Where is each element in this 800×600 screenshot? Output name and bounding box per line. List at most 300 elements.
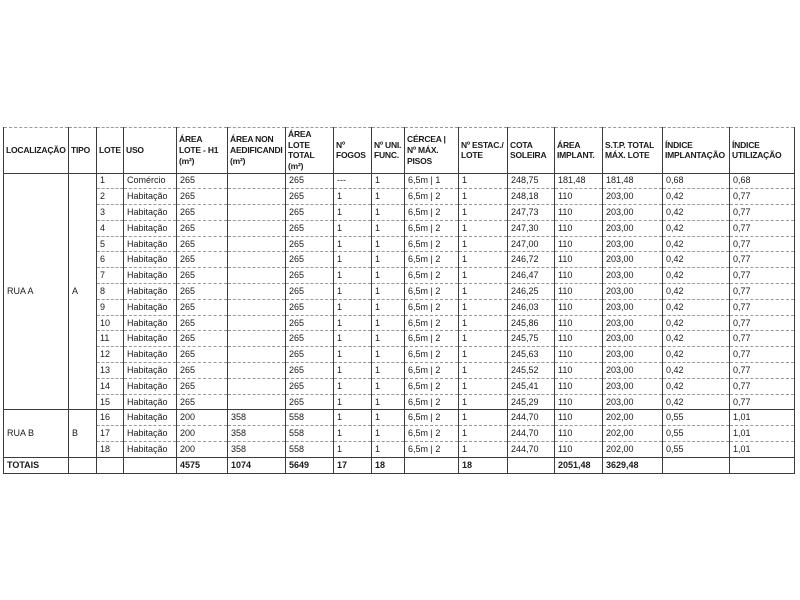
- cell-area_implant: 110: [555, 236, 603, 252]
- cell-area_implant: 110: [555, 268, 603, 284]
- cell-area_lote_h1: 265: [177, 299, 228, 315]
- cell-cercea_max_pisos: 6,5m | 2: [405, 426, 459, 442]
- totals-cell-area_lote_h1: 4575: [177, 457, 228, 473]
- cell-indice_implantacao: 0,42: [663, 363, 730, 379]
- cell-cercea_max_pisos: 6,5m | 2: [405, 252, 459, 268]
- table-row-lote-15: [4, 394, 795, 410]
- cell-cercea_max_pisos: 6,5m | 1: [405, 173, 459, 189]
- cell-n_fogos: 1: [334, 363, 372, 379]
- cell-n_estac_lote: 1: [459, 378, 508, 394]
- table-row-lote-18: [4, 442, 795, 458]
- table-header: [4, 128, 795, 174]
- cell-lote: 15: [97, 394, 124, 410]
- cell-indice_utilizacao: 0,77: [730, 236, 795, 252]
- cell-n_fogos: 1: [334, 331, 372, 347]
- cell-n_uni_func: 1: [372, 236, 405, 252]
- cell-uso: Habitação: [124, 220, 177, 236]
- cell-n_estac_lote: 1: [459, 252, 508, 268]
- cell-area_non_aedificandi: [228, 236, 286, 252]
- cell-uso: Habitação: [124, 331, 177, 347]
- cell-n_uni_func: 1: [372, 442, 405, 458]
- cell-n_estac_lote: 1: [459, 347, 508, 363]
- cell-cercea_max_pisos: 6,5m | 2: [405, 205, 459, 221]
- cell-n_uni_func: 1: [372, 394, 405, 410]
- column-header-cercea_max_pisos: CÉRCEA | Nº MÁX. PISOS: [405, 128, 459, 174]
- cell-area_non_aedificandi: [228, 205, 286, 221]
- cell-n_fogos: 1: [334, 347, 372, 363]
- cell-cercea_max_pisos: 6,5m | 2: [405, 331, 459, 347]
- column-header-area_lote_h1: ÁREA LOTE - H1 (m²): [177, 128, 228, 174]
- cell-cota_soleira: 248,75: [508, 173, 555, 189]
- cell-n_uni_func: 1: [372, 268, 405, 284]
- cell-indice_utilizacao: 0,77: [730, 284, 795, 300]
- cell-area_implant: 110: [555, 284, 603, 300]
- totals-cell-area_implant: 2051,48: [555, 457, 603, 473]
- cell-area_non_aedificandi: [228, 268, 286, 284]
- cell-indice_utilizacao: 0,77: [730, 299, 795, 315]
- cell-area_implant: 110: [555, 426, 603, 442]
- column-header-area_lote_total: ÁREA LOTE TOTAL (m²): [286, 128, 334, 174]
- cell-indice_implantacao: 0,42: [663, 299, 730, 315]
- cell-cota_soleira: 245,75: [508, 331, 555, 347]
- cell-n_fogos: 1: [334, 236, 372, 252]
- cell-indice_utilizacao: 1,01: [730, 426, 795, 442]
- cell-area_lote_total: 265: [286, 363, 334, 379]
- cell-indice_implantacao: 0,42: [663, 252, 730, 268]
- cell-area_implant: 181,48: [555, 173, 603, 189]
- cell-stp_total_max_lote: 203,00: [603, 268, 663, 284]
- cell-stp_total_max_lote: 203,00: [603, 252, 663, 268]
- cell-area_non_aedificandi: [228, 173, 286, 189]
- cell-indice_implantacao: 0,42: [663, 378, 730, 394]
- cell-indice_utilizacao: 0,77: [730, 394, 795, 410]
- totals-cell-n_estac_lote: 18: [459, 457, 508, 473]
- cell-uso: Habitação: [124, 315, 177, 331]
- cell-n_uni_func: 1: [372, 205, 405, 221]
- cell-n_uni_func: 1: [372, 331, 405, 347]
- cell-uso: Habitação: [124, 426, 177, 442]
- table-row-lote-9: [4, 299, 795, 315]
- cell-area_implant: 110: [555, 378, 603, 394]
- cell-indice_utilizacao: 0,77: [730, 268, 795, 284]
- cell-cota_soleira: 247,30: [508, 220, 555, 236]
- cell-n_estac_lote: 1: [459, 284, 508, 300]
- cell-indice_utilizacao: 0,77: [730, 205, 795, 221]
- cell-indice_implantacao: 0,42: [663, 394, 730, 410]
- cell-indice_utilizacao: 0,77: [730, 315, 795, 331]
- cell-n_estac_lote: 1: [459, 394, 508, 410]
- cell-localizacao: RUA A: [4, 173, 69, 410]
- cell-lote: 4: [97, 220, 124, 236]
- cell-cota_soleira: 244,70: [508, 410, 555, 426]
- cell-n_fogos: 1: [334, 268, 372, 284]
- cell-n_fogos: 1: [334, 220, 372, 236]
- cell-cercea_max_pisos: 6,5m | 2: [405, 268, 459, 284]
- table-row-lote-16: [4, 410, 795, 426]
- cell-area_lote_total: 265: [286, 347, 334, 363]
- cell-uso: Habitação: [124, 363, 177, 379]
- cell-area_lote_total: 265: [286, 236, 334, 252]
- cell-area_lote_total: 265: [286, 268, 334, 284]
- cell-area_lote_total: 558: [286, 426, 334, 442]
- cell-cercea_max_pisos: 6,5m | 2: [405, 284, 459, 300]
- cell-n_uni_func: 1: [372, 189, 405, 205]
- totals-cell-localizacao: TOTAIS: [4, 457, 69, 473]
- cell-stp_total_max_lote: 202,00: [603, 410, 663, 426]
- cell-area_implant: 110: [555, 252, 603, 268]
- cell-indice_utilizacao: 0,77: [730, 220, 795, 236]
- cell-uso: Habitação: [124, 394, 177, 410]
- cell-area_lote_h1: 265: [177, 394, 228, 410]
- table-row-lote-7: [4, 268, 795, 284]
- cell-indice_implantacao: 0,42: [663, 331, 730, 347]
- cell-area_lote_total: 265: [286, 284, 334, 300]
- cell-cota_soleira: 247,73: [508, 205, 555, 221]
- cell-cercea_max_pisos: 6,5m | 2: [405, 394, 459, 410]
- cell-area_non_aedificandi: [228, 284, 286, 300]
- cell-indice_implantacao: 0,42: [663, 236, 730, 252]
- cell-area_lote_h1: 265: [177, 236, 228, 252]
- cell-stp_total_max_lote: 181,48: [603, 173, 663, 189]
- cell-cercea_max_pisos: 6,5m | 2: [405, 189, 459, 205]
- cell-area_lote_h1: 265: [177, 363, 228, 379]
- table-row-lote-2: [4, 189, 795, 205]
- cell-indice_utilizacao: 0,77: [730, 189, 795, 205]
- cell-uso: Habitação: [124, 442, 177, 458]
- cell-n_estac_lote: 1: [459, 426, 508, 442]
- cell-area_lote_h1: 200: [177, 442, 228, 458]
- column-header-area_implant: ÁREA IMPLANT.: [555, 128, 603, 174]
- totals-cell-uso: [124, 457, 177, 473]
- column-header-area_non_aedificandi: ÁREA NON AEDIFICANDI (m²): [228, 128, 286, 174]
- cell-area_implant: 110: [555, 220, 603, 236]
- cell-indice_utilizacao: 0,68: [730, 173, 795, 189]
- cell-indice_utilizacao: 0,77: [730, 363, 795, 379]
- cell-stp_total_max_lote: 203,00: [603, 315, 663, 331]
- totals-cell-n_fogos: 17: [334, 457, 372, 473]
- cell-area_lote_total: 265: [286, 394, 334, 410]
- cell-n_uni_func: 1: [372, 347, 405, 363]
- cell-area_lote_total: 265: [286, 205, 334, 221]
- cell-stp_total_max_lote: 203,00: [603, 205, 663, 221]
- column-header-lote: LOTE: [97, 128, 124, 174]
- column-header-localizacao: LOCALIZAÇÃO: [4, 128, 69, 174]
- cell-lote: 3: [97, 205, 124, 221]
- cell-indice_utilizacao: 1,01: [730, 410, 795, 426]
- cell-indice_implantacao: 0,68: [663, 173, 730, 189]
- cell-lote: 8: [97, 284, 124, 300]
- cell-n_uni_func: 1: [372, 378, 405, 394]
- column-header-stp_total_max_lote: S.T.P. TOTAL MÁX. LOTE: [603, 128, 663, 174]
- cell-area_lote_total: 265: [286, 189, 334, 205]
- totals-cell-stp_total_max_lote: 3629,48: [603, 457, 663, 473]
- cell-n_estac_lote: 1: [459, 363, 508, 379]
- cell-area_lote_h1: 265: [177, 284, 228, 300]
- cell-cercea_max_pisos: 6,5m | 2: [405, 315, 459, 331]
- cell-stp_total_max_lote: 203,00: [603, 363, 663, 379]
- column-header-cota_soleira: COTA SOLEIRA: [508, 128, 555, 174]
- cell-n_fogos: 1: [334, 252, 372, 268]
- cell-n_fogos: 1: [334, 299, 372, 315]
- table-row-lote-10: [4, 315, 795, 331]
- totals-cell-n_uni_func: 18: [372, 457, 405, 473]
- cell-indice_utilizacao: 0,77: [730, 331, 795, 347]
- cell-indice_implantacao: 0,42: [663, 268, 730, 284]
- totals-cell-indice_utilizacao: [730, 457, 795, 473]
- cell-n_fogos: 1: [334, 315, 372, 331]
- cell-indice_implantacao: 0,42: [663, 315, 730, 331]
- cell-area_lote_h1: 265: [177, 189, 228, 205]
- totals-cell-indice_implantacao: [663, 457, 730, 473]
- column-header-uso: USO: [124, 128, 177, 174]
- cell-area_non_aedificandi: [228, 315, 286, 331]
- cell-lote: 14: [97, 378, 124, 394]
- cell-area_lote_total: 558: [286, 442, 334, 458]
- cell-cota_soleira: 246,25: [508, 284, 555, 300]
- cell-lote: 10: [97, 315, 124, 331]
- cell-cota_soleira: 245,29: [508, 394, 555, 410]
- cell-area_non_aedificandi: [228, 220, 286, 236]
- cell-area_implant: 110: [555, 363, 603, 379]
- cell-n_fogos: 1: [334, 442, 372, 458]
- cell-n_estac_lote: 1: [459, 410, 508, 426]
- cell-cota_soleira: 245,86: [508, 315, 555, 331]
- cell-lote: 5: [97, 236, 124, 252]
- cell-uso: Habitação: [124, 268, 177, 284]
- cell-uso: Habitação: [124, 284, 177, 300]
- cell-n_uni_func: 1: [372, 252, 405, 268]
- cell-area_lote_h1: 265: [177, 252, 228, 268]
- cell-area_non_aedificandi: [228, 394, 286, 410]
- cell-area_non_aedificandi: [228, 331, 286, 347]
- cell-area_lote_h1: 265: [177, 220, 228, 236]
- cell-stp_total_max_lote: 203,00: [603, 220, 663, 236]
- cell-area_non_aedificandi: [228, 378, 286, 394]
- cell-area_lote_h1: 265: [177, 315, 228, 331]
- cell-n_estac_lote: 1: [459, 220, 508, 236]
- cell-stp_total_max_lote: 203,00: [603, 236, 663, 252]
- cell-area_lote_total: 265: [286, 252, 334, 268]
- cell-n_fogos: 1: [334, 410, 372, 426]
- cell-uso: Habitação: [124, 236, 177, 252]
- cell-cercea_max_pisos: 6,5m | 2: [405, 220, 459, 236]
- cell-area_implant: 110: [555, 410, 603, 426]
- cell-n_fogos: 1: [334, 284, 372, 300]
- table-row-lote-11: [4, 331, 795, 347]
- cell-area_lote_total: 265: [286, 299, 334, 315]
- cell-stp_total_max_lote: 203,00: [603, 331, 663, 347]
- cell-lote: 16: [97, 410, 124, 426]
- cell-indice_utilizacao: 1,01: [730, 442, 795, 458]
- cell-indice_utilizacao: 0,77: [730, 378, 795, 394]
- cell-stp_total_max_lote: 203,00: [603, 378, 663, 394]
- cell-area_lote_total: 265: [286, 315, 334, 331]
- cell-area_lote_total: 558: [286, 410, 334, 426]
- cell-uso: Habitação: [124, 252, 177, 268]
- cell-n_uni_func: 1: [372, 220, 405, 236]
- table-row-lote-4: [4, 220, 795, 236]
- cell-area_lote_total: 265: [286, 173, 334, 189]
- lotes-table: [3, 127, 795, 474]
- cell-n_fogos: ---: [334, 173, 372, 189]
- table-row-lote-6: [4, 252, 795, 268]
- totals-cell-cota_soleira: [508, 457, 555, 473]
- cell-stp_total_max_lote: 202,00: [603, 426, 663, 442]
- cell-n_uni_func: 1: [372, 284, 405, 300]
- cell-lote: 7: [97, 268, 124, 284]
- cell-uso: Habitação: [124, 347, 177, 363]
- cell-stp_total_max_lote: 203,00: [603, 394, 663, 410]
- cell-n_estac_lote: 1: [459, 315, 508, 331]
- cell-n_fogos: 1: [334, 378, 372, 394]
- cell-area_implant: 110: [555, 442, 603, 458]
- cell-n_fogos: 1: [334, 426, 372, 442]
- table-row-lote-14: [4, 378, 795, 394]
- cell-stp_total_max_lote: 202,00: [603, 442, 663, 458]
- cell-localizacao: RUA B: [4, 410, 69, 457]
- cell-n_fogos: 1: [334, 205, 372, 221]
- totals-cell-area_non_aedificandi: 1074: [228, 457, 286, 473]
- cell-uso: Habitação: [124, 189, 177, 205]
- cell-n_fogos: 1: [334, 394, 372, 410]
- cell-cota_soleira: 247,00: [508, 236, 555, 252]
- cell-area_lote_total: 265: [286, 220, 334, 236]
- header-row: [4, 128, 795, 174]
- cell-cercea_max_pisos: 6,5m | 2: [405, 410, 459, 426]
- cell-area_lote_total: 265: [286, 378, 334, 394]
- cell-tipo: B: [69, 410, 97, 457]
- cell-stp_total_max_lote: 203,00: [603, 284, 663, 300]
- cell-area_non_aedificandi: [228, 252, 286, 268]
- cell-indice_implantacao: 0,42: [663, 189, 730, 205]
- cell-stp_total_max_lote: 203,00: [603, 347, 663, 363]
- cell-lote: 11: [97, 331, 124, 347]
- totals-row: [4, 457, 795, 473]
- table-row-lote-17: [4, 426, 795, 442]
- table-row-lote-3: [4, 205, 795, 221]
- totals-cell-cercea_max_pisos: [405, 457, 459, 473]
- cell-uso: Habitação: [124, 378, 177, 394]
- cell-lote: 18: [97, 442, 124, 458]
- cell-lote: 1: [97, 173, 124, 189]
- cell-indice_implantacao: 0,55: [663, 426, 730, 442]
- cell-area_non_aedificandi: [228, 299, 286, 315]
- cell-stp_total_max_lote: 203,00: [603, 299, 663, 315]
- cell-area_non_aedificandi: [228, 363, 286, 379]
- cell-n_uni_func: 1: [372, 426, 405, 442]
- cell-uso: Habitação: [124, 410, 177, 426]
- cell-indice_utilizacao: 0,77: [730, 347, 795, 363]
- cell-lote: 2: [97, 189, 124, 205]
- cell-cota_soleira: 244,70: [508, 442, 555, 458]
- cell-area_lote_h1: 265: [177, 173, 228, 189]
- table-row-lote-13: [4, 363, 795, 379]
- cell-area_implant: 110: [555, 347, 603, 363]
- column-header-n_uni_func: Nº UNI. FUNC.: [372, 128, 405, 174]
- cell-cercea_max_pisos: 6,5m | 2: [405, 347, 459, 363]
- cell-area_lote_h1: 200: [177, 410, 228, 426]
- totals-cell-area_lote_total: 5649: [286, 457, 334, 473]
- cell-area_lote_total: 265: [286, 331, 334, 347]
- cell-n_uni_func: 1: [372, 299, 405, 315]
- cell-n_uni_func: 1: [372, 363, 405, 379]
- cell-area_non_aedificandi: [228, 189, 286, 205]
- cell-indice_implantacao: 0,55: [663, 410, 730, 426]
- table-row-lote-5: [4, 236, 795, 252]
- column-header-n_estac_lote: Nº ESTAC./ LOTE: [459, 128, 508, 174]
- totals-cell-lote: [97, 457, 124, 473]
- cell-n_estac_lote: 1: [459, 236, 508, 252]
- cell-area_non_aedificandi: 358: [228, 426, 286, 442]
- cell-cota_soleira: 246,72: [508, 252, 555, 268]
- cell-n_uni_func: 1: [372, 315, 405, 331]
- cell-indice_implantacao: 0,42: [663, 347, 730, 363]
- table-row-lote-12: [4, 347, 795, 363]
- cell-area_implant: 110: [555, 189, 603, 205]
- cell-uso: Habitação: [124, 205, 177, 221]
- cell-lote: 9: [97, 299, 124, 315]
- cell-n_uni_func: 1: [372, 410, 405, 426]
- column-header-indice_implantacao: ÍNDICE IMPLANTAÇÃO: [663, 128, 730, 174]
- cell-tipo: A: [69, 173, 97, 410]
- cell-area_implant: 110: [555, 394, 603, 410]
- cell-cercea_max_pisos: 6,5m | 2: [405, 299, 459, 315]
- cell-cota_soleira: 245,52: [508, 363, 555, 379]
- cell-area_lote_h1: 200: [177, 426, 228, 442]
- cell-area_lote_h1: 265: [177, 205, 228, 221]
- cell-indice_implantacao: 0,42: [663, 220, 730, 236]
- cell-n_fogos: 1: [334, 189, 372, 205]
- cell-cota_soleira: 245,41: [508, 378, 555, 394]
- cell-cota_soleira: 244,70: [508, 426, 555, 442]
- column-header-n_fogos: Nº FOGOS: [334, 128, 372, 174]
- cell-lote: 12: [97, 347, 124, 363]
- cell-cota_soleira: 245,63: [508, 347, 555, 363]
- column-header-indice_utilizacao: ÍNDICE UTILIZAÇÃO: [730, 128, 795, 174]
- cell-uso: Comércio: [124, 173, 177, 189]
- cell-cercea_max_pisos: 6,5m | 2: [405, 363, 459, 379]
- cell-n_estac_lote: 1: [459, 189, 508, 205]
- cell-n_estac_lote: 1: [459, 299, 508, 315]
- table-row-lote-8: [4, 284, 795, 300]
- cell-lote: 13: [97, 363, 124, 379]
- cell-cota_soleira: 246,47: [508, 268, 555, 284]
- cell-lote: 17: [97, 426, 124, 442]
- cell-area_lote_h1: 265: [177, 331, 228, 347]
- cell-area_implant: 110: [555, 315, 603, 331]
- cell-lote: 6: [97, 252, 124, 268]
- cell-area_non_aedificandi: 358: [228, 410, 286, 426]
- cell-cercea_max_pisos: 6,5m | 2: [405, 442, 459, 458]
- cell-cota_soleira: 246,03: [508, 299, 555, 315]
- cell-indice_utilizacao: 0,77: [730, 252, 795, 268]
- cell-uso: Habitação: [124, 299, 177, 315]
- table-row-lote-1: [4, 173, 795, 189]
- cell-area_implant: 110: [555, 331, 603, 347]
- cell-indice_implantacao: 0,42: [663, 205, 730, 221]
- cell-area_non_aedificandi: 358: [228, 442, 286, 458]
- cell-stp_total_max_lote: 203,00: [603, 189, 663, 205]
- cell-n_uni_func: 1: [372, 173, 405, 189]
- cell-cercea_max_pisos: 6,5m | 2: [405, 378, 459, 394]
- cell-n_estac_lote: 1: [459, 442, 508, 458]
- cell-n_estac_lote: 1: [459, 205, 508, 221]
- cell-indice_implantacao: 0,55: [663, 442, 730, 458]
- cell-cota_soleira: 248,18: [508, 189, 555, 205]
- table-body: [4, 173, 795, 473]
- cell-cercea_max_pisos: 6,5m | 2: [405, 236, 459, 252]
- cell-area_lote_h1: 265: [177, 347, 228, 363]
